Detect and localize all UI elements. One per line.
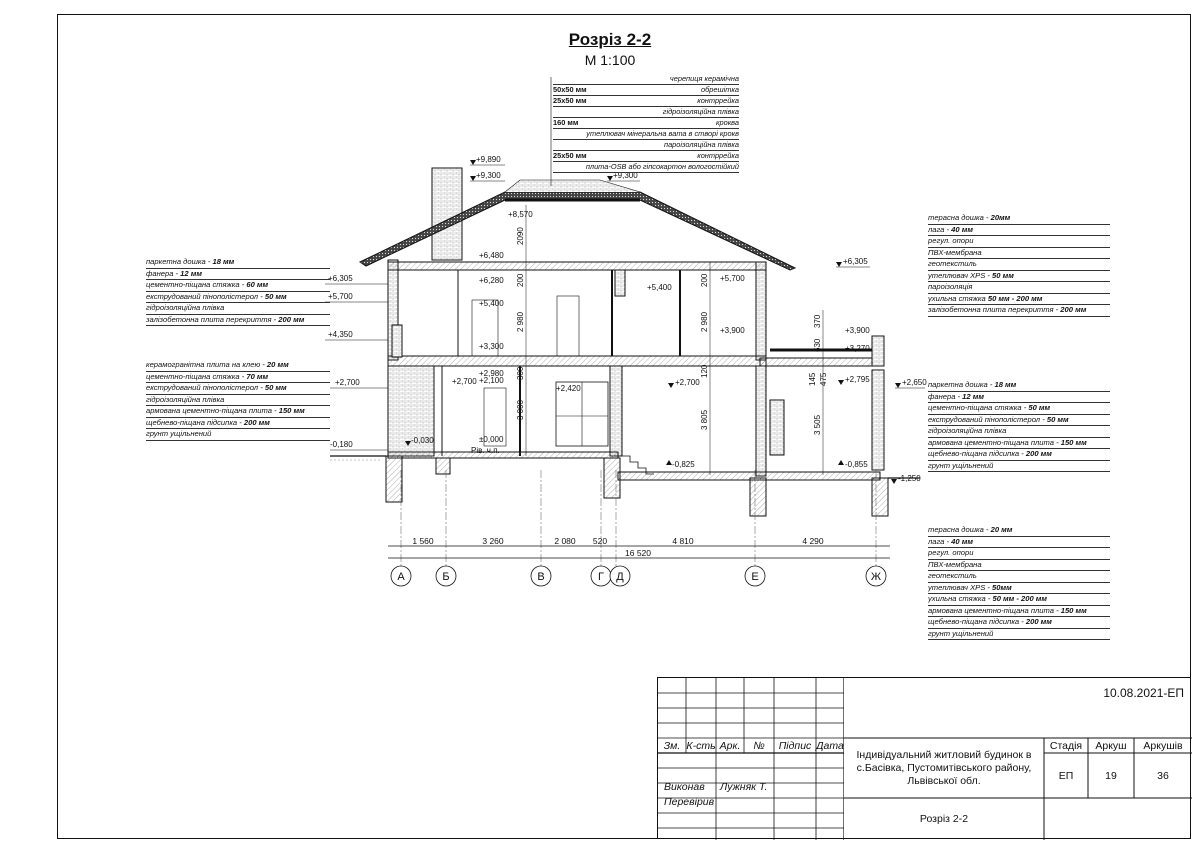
elev-3270: +3,270 (845, 344, 870, 353)
layer-row (928, 380, 1110, 392)
layer-thickness: 70 мм (246, 371, 269, 381)
layer-name: грунт ущільнений (928, 628, 994, 638)
elev-5700r: +5,700 (720, 274, 745, 283)
layer-name: цементно-піщана стяжка - (146, 371, 247, 381)
vdim-200a: 200 (516, 273, 525, 287)
roof-layer-row (553, 74, 739, 85)
vdim-145: 145 (808, 372, 817, 386)
dim-4290: 4 290 (802, 536, 824, 546)
elev-2795: +2,795 (845, 375, 870, 384)
roof-layer-thickness: 50х50 мм (553, 85, 587, 94)
layer-name: екструдований пінополістерол - (146, 291, 265, 301)
layer-row (146, 395, 330, 407)
dim-3260: 3 260 (482, 536, 504, 546)
terrace-slab (760, 358, 880, 366)
layer-row (928, 548, 1110, 560)
callout-left-floor (146, 257, 330, 326)
stage-label: Стадія (1049, 739, 1083, 752)
vdim-630: 630 (813, 338, 822, 352)
layer-row (146, 292, 330, 304)
vdim-120: 120 (700, 364, 709, 378)
vdim-370: 370 (813, 314, 822, 328)
elev-2980: +2,980 (479, 369, 504, 378)
layer-row (928, 225, 1110, 237)
layer-name: ПВХ-мембрана (928, 559, 982, 569)
layer-thickness: 150 мм (1060, 437, 1087, 447)
role-performed: Виконав (664, 781, 705, 793)
elev-2420: +2,420 (556, 384, 581, 393)
layer-name: регул. опори (928, 236, 974, 245)
layer-name: ПВХ-мембрана (928, 247, 982, 257)
title-block (657, 677, 1191, 839)
layer-name: цементно-піщана стяжка - (146, 280, 247, 289)
layer-name: ухильна стяжка (928, 293, 988, 303)
roof-layer-thickness: 25х50 мм (553, 151, 587, 160)
axis-B: Б (442, 571, 450, 583)
col-sign: Підпис (778, 739, 812, 752)
layer-name: фанера - (928, 391, 963, 401)
axis-V: В (537, 571, 545, 583)
layer-name: лага - (928, 224, 952, 234)
elev-4350: +4,350 (328, 330, 353, 339)
layer-thickness: 18 мм (212, 257, 235, 266)
elev-6280: +6,280 (479, 276, 504, 285)
drawing-scale: М 1:100 (584, 52, 636, 68)
callout-right-ground-terrace (928, 525, 1110, 640)
callout-left-ground (146, 360, 330, 441)
elev-8570: +8,570 (508, 210, 533, 219)
axis-bubbles (391, 566, 886, 586)
elev-5400b: +5,400 (647, 283, 672, 292)
layer-name: грунт ущільнений (928, 460, 994, 470)
roof-layer-thickness: 160 мм (553, 118, 579, 127)
layer-row (928, 560, 1110, 572)
stairs (622, 456, 654, 474)
col-ark: Арк. (719, 739, 741, 752)
layer-name: щебнево-піщана підсипка - (928, 617, 1026, 626)
elev-2700a: +2,700 (335, 378, 360, 387)
axis-E: Е (751, 571, 759, 583)
roof-layer-name: обрешітка (700, 85, 739, 94)
layer-row (146, 372, 330, 384)
layer-name: армована цементно-піщана плита - (928, 605, 1061, 615)
layer-thickness: 20 мм (990, 525, 1013, 534)
layer-row (146, 315, 330, 327)
layer-row (146, 418, 330, 430)
layer-row (928, 525, 1110, 537)
layer-name: фанера - (146, 268, 181, 278)
axis-Zh: Ж (870, 571, 882, 583)
layer-name: геотекстиль (928, 571, 977, 580)
vdim-300a: 300 (516, 366, 525, 380)
layer-row (146, 280, 330, 292)
layer-thickness: 200 мм (278, 314, 305, 324)
elev-5400a: +5,400 (479, 299, 504, 308)
layer-row (928, 438, 1110, 450)
sheets-label: Аркушів (1143, 739, 1183, 752)
elev-3900b: +3,900 (845, 326, 870, 335)
roof-layer-row (553, 107, 739, 118)
layer-name: лага - (928, 536, 952, 546)
layer-row (146, 269, 330, 281)
roof-layer-row (553, 118, 739, 129)
layer-thickness: 50 мм - 200 мм (987, 293, 1043, 303)
elev-2700b: +2,700 (452, 377, 477, 386)
role-checked: Перевірив (664, 796, 715, 808)
level-clean-floor: Рів. ч.п. (471, 446, 500, 455)
layer-name: залізобетонна плита перекриття - (928, 305, 1061, 314)
layer-name: гідроізоляційна плівка (146, 303, 225, 312)
layer-name: утеплювач XPS - (928, 270, 993, 280)
roof-layer-name: плита-OSB або гіпсокартон вологостійкий (585, 162, 739, 171)
roof-layer-row (553, 151, 739, 162)
layer-thickness: 150 мм (278, 406, 305, 415)
layer-thickness: 200 мм (1025, 617, 1052, 626)
elev-9300a: +9,300 (476, 171, 501, 180)
layer-name: ухильна стяжка - (928, 594, 993, 603)
elev-5700l: +5,700 (328, 292, 353, 301)
layer-row (928, 392, 1110, 404)
layer-row (928, 213, 1110, 225)
axis-D: Д (616, 571, 624, 583)
layer-row (928, 248, 1110, 260)
layer-thickness: 40 мм (951, 536, 973, 546)
layer-name: гідроізоляційна плівка (146, 394, 225, 404)
ground-slab-right (618, 472, 880, 480)
roof (360, 192, 795, 270)
layer-name: керамогранітна плита на клею - (146, 360, 267, 369)
roof-ridge (505, 180, 640, 192)
elev-9300b: +9,300 (613, 171, 638, 180)
layer-row (928, 617, 1110, 629)
layer-thickness: 50 мм (264, 383, 287, 392)
sheet-value: 19 (1105, 769, 1117, 782)
elev-0825: -0,825 (672, 460, 695, 469)
project-name: Індивідуальний житловий будинок в с.Басівка, Пустомитівського району, Львівської обл. (856, 748, 1032, 787)
layer-row (928, 583, 1110, 595)
layer-name: паркетна дошка - (928, 380, 995, 389)
layer-thickness: 50 мм (992, 270, 1014, 280)
dimension-values (412, 536, 824, 558)
layer-name: паркетна дошка - (146, 257, 213, 266)
floor-slab-2 (388, 356, 766, 366)
drawing-title: Розріз 2-2 (568, 30, 652, 49)
elev-1250: -1,250 (898, 474, 921, 483)
layer-thickness: 20 мм (266, 360, 289, 369)
layer-row (928, 403, 1110, 415)
roof-layer-name: контррейка (697, 96, 739, 105)
roof-layers-list (553, 74, 739, 173)
elev-0000: ±0,000 (479, 435, 504, 444)
layer-thickness: 60 мм (246, 280, 269, 289)
layer-thickness: 150 мм (1060, 605, 1087, 615)
layer-thickness: 18 мм (994, 380, 1017, 389)
layer-row (928, 259, 1110, 271)
roof-layer-name: кроква (715, 118, 739, 127)
layer-name: утеплювач XPS - (928, 582, 993, 592)
elev-6480: +6,480 (479, 251, 504, 260)
sheet-label: Аркуш (1095, 739, 1127, 752)
vdim-475: 475 (819, 372, 828, 386)
layer-name: регул. опори (928, 548, 974, 557)
layer-thickness: 200 мм (1025, 449, 1052, 458)
col-date: Дата (816, 739, 844, 752)
layer-row (928, 461, 1110, 473)
layer-row (928, 282, 1110, 294)
roof-layer-row (553, 140, 739, 151)
elev-6305r: +6,305 (843, 257, 868, 266)
layer-row (146, 303, 330, 315)
layer-row (928, 294, 1110, 306)
elev-3300: +3,300 (479, 342, 504, 351)
layer-name: армована цементно-піщана плита - (928, 437, 1061, 447)
elev-6305l: +6,305 (328, 274, 353, 283)
roof-layer-name: гідроізоляційна плівка (662, 107, 739, 116)
layer-name: щебнево-піщана підсипка - (146, 417, 244, 427)
chimney (432, 168, 462, 260)
layer-row (146, 383, 330, 395)
roof-layer-thickness: 25х50 мм (553, 96, 587, 105)
vdim-3000: 3 000 (516, 399, 525, 420)
layer-name: армована цементно-піщана плита - (146, 406, 279, 415)
layer-row (146, 406, 330, 418)
elev-0030: -0,030 (411, 436, 434, 445)
layer-row (928, 571, 1110, 583)
callout-right-floor (928, 380, 1110, 472)
layer-row (928, 415, 1110, 427)
elev-2650: +2,650 (902, 378, 927, 387)
dim-1560: 1 560 (412, 536, 434, 546)
col-no: № (753, 739, 765, 752)
sheet-title: Розріз 2-2 (919, 813, 969, 825)
layer-thickness: 12 мм (962, 391, 984, 401)
layer-name: терасна дошка - (928, 525, 991, 534)
layer-name: залізобетонна плита перекриття - (146, 314, 279, 324)
vdim-3805: 3 805 (700, 409, 709, 430)
dim-total: 16 520 (625, 548, 651, 558)
axis-G: Г (598, 571, 604, 583)
performer-name: Лужняк Т. (720, 781, 768, 793)
layer-thickness: 50 мм (1028, 403, 1051, 412)
dim-2080: 2 080 (554, 536, 576, 546)
layer-row (146, 257, 330, 269)
building-section (330, 168, 920, 516)
ceiling-slab (388, 262, 766, 270)
ground-slab-left (388, 452, 618, 458)
vdim-2980a: 2 980 (516, 311, 525, 332)
roof-layer-name: утеплювач мінеральна вата в створі крокв (586, 129, 739, 138)
layer-thickness: 40 мм (951, 224, 973, 234)
col-zm: Зм. (663, 739, 681, 752)
layer-name: пароізоляція (928, 282, 973, 291)
vdim-2980b: 2 980 (700, 311, 709, 332)
layer-row (928, 449, 1110, 461)
dim-4810: 4 810 (672, 536, 694, 546)
layer-thickness: 12 мм (180, 268, 202, 278)
roof-layer-name: пароізоляційна плівка (664, 140, 739, 149)
elev-3900a: +3,900 (720, 326, 745, 335)
layer-name: екструдований пінополістерол - (928, 414, 1047, 424)
col-kst: К-сть (686, 739, 716, 752)
layer-row (928, 537, 1110, 549)
elev-2700c: +2,700 (675, 378, 700, 387)
layer-row (928, 305, 1110, 317)
axis-A: А (397, 571, 405, 583)
layer-name: терасна дошка - (928, 213, 991, 222)
vdim-200b: 200 (700, 273, 709, 287)
layer-thickness: 50 мм - 200 мм (992, 594, 1048, 603)
elev-0855: -0,855 (845, 460, 868, 469)
layer-row (146, 429, 330, 441)
layer-thickness: 200 мм (1060, 305, 1087, 314)
vdim-2090: 2090 (516, 227, 525, 245)
elev-9890: +9,890 (476, 155, 501, 164)
layer-row (928, 629, 1110, 641)
layer-name: грунт ущільнений (146, 429, 212, 438)
layer-name: цементно-піщана стяжка - (928, 403, 1029, 412)
layer-thickness: 200 мм (243, 417, 270, 427)
roof-layer-row (553, 85, 739, 96)
layer-row (928, 426, 1110, 438)
layer-thickness: 50 мм (264, 291, 287, 301)
revision-grid (658, 678, 844, 840)
layer-row (928, 236, 1110, 248)
layer-row (928, 271, 1110, 283)
roof-layer-row (553, 129, 739, 140)
layer-row (928, 606, 1110, 618)
dim-520: 520 (592, 536, 608, 546)
layer-name: геотекстиль (928, 259, 977, 268)
layer-thickness: 20мм (990, 213, 1011, 222)
roof-layer-name: контррейка (697, 151, 739, 160)
roof-layer-row (553, 96, 739, 107)
layer-name: екструдований пінополістерол - (146, 383, 265, 392)
layer-row (928, 594, 1110, 606)
callout-right-terrace (928, 213, 1110, 317)
layer-thickness: 50мм (992, 582, 1012, 592)
layer-thickness: 50 мм (1046, 414, 1069, 424)
layer-name: щебнево-піщана підсипка - (928, 449, 1026, 458)
drawing-code: 10.08.2021-ЕП (1103, 686, 1184, 700)
layer-row (146, 360, 330, 372)
vdim-3505: 3 505 (813, 414, 822, 435)
elev-2100: +2,100 (479, 376, 504, 385)
roof-layer-row (553, 162, 739, 173)
roof-layer-name: черепиця керамічна (669, 74, 739, 83)
elev-0180: -0,180 (330, 440, 353, 449)
stage-value: ЕП (1058, 769, 1074, 782)
layer-name: гідроізоляційна плівка (928, 426, 1007, 435)
sheets-value: 36 (1157, 769, 1169, 782)
